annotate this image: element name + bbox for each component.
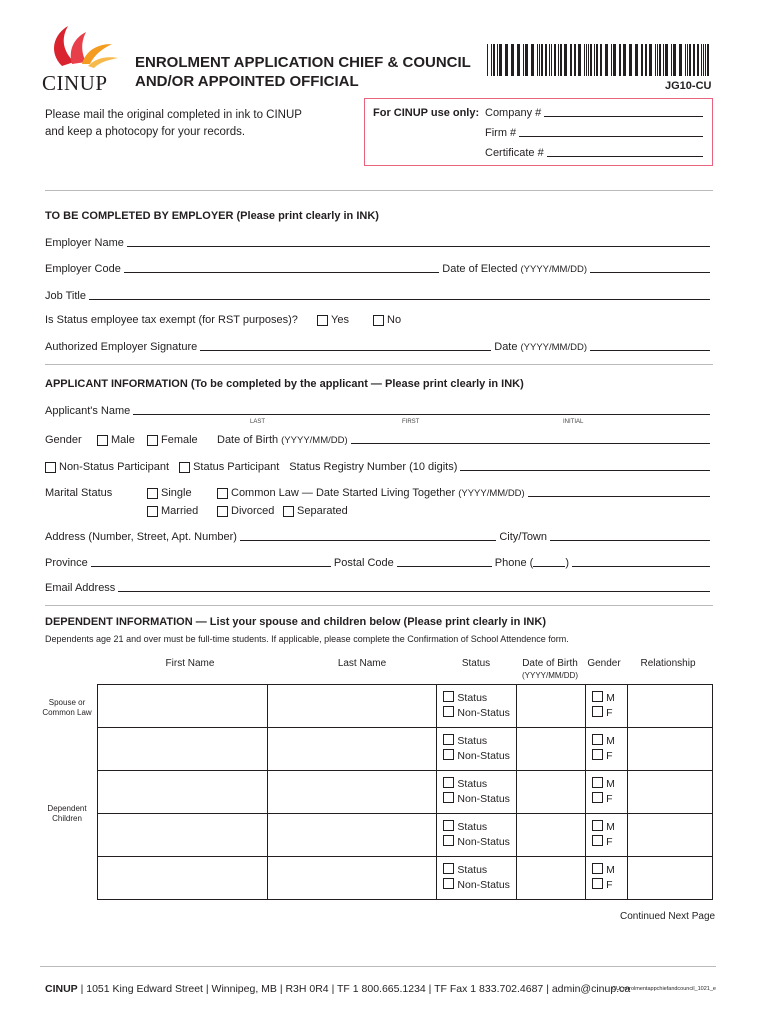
gender-m-option bbox=[592, 691, 621, 706]
gender-f-label: F bbox=[606, 879, 613, 891]
single-checkbox[interactable] bbox=[147, 488, 158, 499]
barcode-bar bbox=[673, 44, 676, 76]
barcode-bar bbox=[635, 44, 638, 76]
dependent-section-heading: DEPENDENT INFORMATION — List your spouse and children below (Please print clearly in INK) bbox=[45, 616, 546, 628]
non-status-checkbox[interactable] bbox=[45, 462, 56, 473]
registry-number-label: Status Registry Number (10 digits) bbox=[289, 461, 458, 473]
children-label-line2: Children bbox=[52, 814, 82, 823]
dependent-first-name-cell[interactable] bbox=[98, 814, 268, 857]
children-label-line1: Dependent bbox=[47, 804, 87, 813]
status-checkbox[interactable] bbox=[443, 691, 454, 702]
gender-m-option bbox=[592, 863, 621, 878]
dependent-last-name-cell[interactable] bbox=[267, 685, 437, 728]
employer-signature-label: Authorized Employer Signature bbox=[45, 341, 198, 353]
gender-f-option bbox=[592, 706, 621, 721]
employer-name-input[interactable] bbox=[127, 246, 710, 247]
dependent-first-name-cell[interactable] bbox=[98, 771, 268, 814]
tax-exempt-no-checkbox[interactable] bbox=[373, 315, 384, 326]
footer-contact bbox=[45, 983, 630, 995]
last-name-caption: LAST bbox=[250, 419, 266, 425]
address-label: Address (Number, Street, Apt. Number) bbox=[45, 531, 237, 543]
barcode-bar bbox=[663, 44, 664, 76]
gender-f-option bbox=[592, 878, 621, 893]
dependent-relationship-cell[interactable] bbox=[628, 857, 713, 900]
status-option bbox=[443, 777, 510, 792]
registry-number-input[interactable] bbox=[460, 470, 710, 471]
form-code: JG10-CU bbox=[665, 80, 712, 92]
barcode-icon bbox=[487, 44, 713, 76]
status-checkbox[interactable] bbox=[443, 863, 454, 874]
applicant-name-label: Applicant's Name bbox=[45, 405, 131, 417]
firm-number-label: Firm # bbox=[485, 127, 517, 139]
gender-f-label: F bbox=[606, 793, 613, 805]
gender-m-label: M bbox=[606, 692, 615, 704]
barcode-bar bbox=[551, 44, 552, 76]
company-number-label: Company # bbox=[485, 107, 542, 119]
postal-code-label: Postal Code bbox=[333, 557, 394, 569]
col-dob: Date of Birth bbox=[522, 658, 578, 669]
signature-date-format: (YYYY/MM/DD) bbox=[520, 342, 587, 353]
col-status: Status bbox=[461, 658, 491, 669]
col-relationship: Relationship bbox=[640, 658, 696, 669]
gender-female-checkbox[interactable] bbox=[147, 435, 158, 446]
cinup-logo bbox=[42, 22, 122, 95]
certificate-number-label: Certificate # bbox=[485, 147, 544, 159]
barcode-bar bbox=[511, 44, 514, 76]
barcode-bar bbox=[613, 44, 616, 76]
dependent-row bbox=[98, 728, 713, 771]
dependent-dob-cell[interactable] bbox=[516, 814, 585, 857]
date-elected-label: Date of Elected bbox=[442, 263, 518, 275]
address-row bbox=[45, 531, 713, 543]
non-status-option bbox=[443, 706, 510, 721]
gender-m-label: M bbox=[606, 735, 615, 747]
logo-flame-icon bbox=[42, 22, 122, 70]
barcode-bar bbox=[541, 44, 543, 76]
form-title-line1: ENROLMENT APPLICATION CHIEF & COUNCIL bbox=[135, 54, 471, 71]
barcode-bar bbox=[560, 44, 562, 76]
barcode-bar bbox=[574, 44, 576, 76]
footer-address: | 1051 King Edward Street | Winnipeg, MB | R3H 0R4 | TF 1 800.665.1234 | TF Fax 1 833.702.4687 | admin@cinup.ca bbox=[80, 983, 631, 995]
dependent-status-cell bbox=[437, 685, 517, 728]
divider bbox=[45, 190, 713, 191]
col-last-name: Last Name bbox=[337, 658, 387, 669]
gender-female-label: Female bbox=[161, 434, 198, 446]
gender-row bbox=[45, 434, 713, 446]
barcode-bar bbox=[659, 44, 661, 76]
footer-divider bbox=[40, 966, 716, 967]
barcode-bar bbox=[539, 44, 540, 76]
office-use-label: For CINUP use only: bbox=[373, 107, 480, 119]
barcode-bar bbox=[523, 44, 524, 76]
dependent-first-name-cell[interactable] bbox=[98, 685, 268, 728]
email-row bbox=[45, 582, 713, 594]
signature-row bbox=[45, 341, 713, 353]
barcode-bar bbox=[558, 44, 559, 76]
participant-row bbox=[45, 461, 713, 473]
dependent-gender-cell bbox=[586, 728, 628, 771]
barcode-bar bbox=[493, 44, 495, 76]
employer-code-input[interactable] bbox=[124, 272, 439, 273]
gender-f-option bbox=[592, 749, 621, 764]
city-label: City/Town bbox=[499, 531, 547, 543]
status-option-label: Status bbox=[457, 821, 488, 833]
barcode-bar bbox=[505, 44, 508, 76]
dependent-first-name-cell[interactable] bbox=[98, 728, 268, 771]
barcode-bar bbox=[491, 44, 492, 76]
dob-label: Date of Birth bbox=[217, 434, 279, 446]
barcode-bar bbox=[497, 44, 498, 76]
status-checkbox[interactable] bbox=[443, 820, 454, 831]
gender-m-label: M bbox=[606, 778, 615, 790]
non-status-option bbox=[443, 749, 510, 764]
dependent-note: Dependents age 21 and over must be full-time students. If applicable, please complete the Confirmation of School Attendence form. bbox=[45, 634, 569, 644]
divider bbox=[45, 605, 713, 606]
col-dob-format: (YYYY/MM/DD) bbox=[522, 671, 578, 680]
dependent-gender-cell bbox=[586, 685, 628, 728]
address-input[interactable] bbox=[240, 540, 496, 541]
barcode-bar bbox=[596, 44, 598, 76]
barcode-bar bbox=[701, 44, 702, 76]
non-status-option bbox=[443, 878, 510, 893]
barcode-bar bbox=[665, 44, 668, 76]
barcode-bar bbox=[687, 44, 688, 76]
gender-m-checkbox[interactable] bbox=[592, 820, 603, 831]
signature-date-input[interactable] bbox=[590, 350, 710, 351]
barcode-bar bbox=[584, 44, 585, 76]
barcode-bar bbox=[570, 44, 572, 76]
single-label: Single bbox=[161, 487, 192, 499]
barcode-bar bbox=[605, 44, 608, 76]
city-input[interactable] bbox=[550, 540, 710, 541]
status-option-label: Status bbox=[457, 735, 488, 747]
gender-m-checkbox[interactable] bbox=[592, 734, 603, 745]
divorced-checkbox[interactable] bbox=[217, 506, 228, 517]
barcode-bar bbox=[705, 44, 706, 76]
logo-text: CINUP bbox=[42, 71, 108, 95]
barcode-bar bbox=[641, 44, 643, 76]
gender-m-checkbox[interactable] bbox=[592, 863, 603, 874]
dependent-gender-cell bbox=[586, 771, 628, 814]
barcode-bar bbox=[554, 44, 556, 76]
dependent-last-name-cell[interactable] bbox=[267, 771, 437, 814]
common-law-date-format: (YYYY/MM/DD) bbox=[458, 488, 525, 499]
job-title-row bbox=[45, 290, 713, 302]
dob-input[interactable] bbox=[351, 443, 710, 444]
dependents-table bbox=[97, 684, 713, 900]
employer-code-label: Employer Code bbox=[45, 263, 121, 275]
dependent-last-name-cell[interactable] bbox=[267, 857, 437, 900]
job-title-label: Job Title bbox=[45, 290, 86, 302]
gender-male-checkbox[interactable] bbox=[97, 435, 108, 446]
non-status-option bbox=[443, 792, 510, 807]
tax-exempt-yes-label: Yes bbox=[331, 314, 349, 326]
barcode-bar bbox=[657, 44, 658, 76]
marital-status-label: Marital Status bbox=[45, 487, 113, 499]
gender-f-option bbox=[592, 792, 621, 807]
non-status-checkbox[interactable] bbox=[443, 792, 454, 803]
non-status-checkbox[interactable] bbox=[443, 749, 454, 760]
province-label: Province bbox=[45, 557, 88, 569]
dependent-status-cell bbox=[437, 814, 517, 857]
form-title-line2: AND/OR APPOINTED OFFICIAL bbox=[135, 73, 359, 90]
employer-section-heading: TO BE COMPLETED BY EMPLOYER (Please print clearly in INK) bbox=[45, 210, 379, 222]
phone-close-paren: ) bbox=[565, 557, 569, 569]
company-number-field[interactable] bbox=[485, 107, 706, 119]
barcode-bar bbox=[689, 44, 691, 76]
barcode-bar bbox=[703, 44, 704, 76]
common-law-label: Common Law — Date Started Living Together bbox=[231, 487, 456, 499]
gender-m-label: M bbox=[606, 864, 615, 876]
barcode-bar bbox=[655, 44, 656, 76]
phone-label: Phone ( bbox=[494, 557, 534, 569]
non-status-checkbox[interactable] bbox=[443, 706, 454, 717]
barcode-bar bbox=[707, 44, 709, 76]
applicant-name-row bbox=[45, 405, 713, 417]
dependent-relationship-cell[interactable] bbox=[628, 814, 713, 857]
date-elected-format: (YYYY/MM/DD) bbox=[520, 264, 587, 275]
marital-row-2 bbox=[45, 505, 348, 517]
gender-f-checkbox[interactable] bbox=[592, 835, 603, 846]
barcode-bar bbox=[487, 44, 488, 76]
barcode-bar bbox=[649, 44, 652, 76]
non-status-option-label: Non-Status bbox=[457, 750, 510, 762]
status-participant-checkbox[interactable] bbox=[179, 462, 190, 473]
barcode-bar bbox=[697, 44, 699, 76]
gender-m-checkbox[interactable] bbox=[592, 691, 603, 702]
barcode-bar bbox=[586, 44, 587, 76]
divorced-label: Divorced bbox=[231, 505, 275, 517]
dependent-last-name-cell[interactable] bbox=[267, 728, 437, 771]
employer-name-row bbox=[45, 237, 713, 249]
province-row bbox=[45, 557, 713, 569]
initial-caption: INITIAL bbox=[563, 419, 584, 425]
barcode-bar bbox=[594, 44, 595, 76]
gender-f-checkbox[interactable] bbox=[592, 792, 603, 803]
barcode-bar bbox=[600, 44, 602, 76]
divider bbox=[45, 364, 713, 365]
mail-instruction-line2: and keep a photocopy for your records. bbox=[45, 126, 246, 138]
barcode-bar bbox=[537, 44, 538, 76]
employer-name-label: Employer Name bbox=[45, 237, 124, 249]
tax-exempt-no-label: No bbox=[387, 314, 402, 326]
tax-exempt-question: Is Status employee tax exempt (for RST purposes)? bbox=[45, 314, 298, 326]
firm-number-field[interactable] bbox=[485, 127, 706, 139]
job-title-input[interactable] bbox=[89, 299, 710, 300]
certificate-number-line[interactable] bbox=[547, 156, 703, 157]
barcode-bar bbox=[588, 44, 589, 76]
barcode-bar bbox=[671, 44, 672, 76]
barcode-bar bbox=[623, 44, 626, 76]
children-label bbox=[40, 804, 94, 824]
barcode-bar bbox=[685, 44, 686, 76]
barcode-bar bbox=[549, 44, 550, 76]
separated-label: Separated bbox=[297, 505, 348, 517]
barcode-bar bbox=[693, 44, 695, 76]
certificate-number-field[interactable] bbox=[485, 147, 706, 159]
firm-number-line[interactable] bbox=[519, 136, 703, 137]
barcode-bar bbox=[578, 44, 581, 76]
email-input[interactable] bbox=[118, 591, 710, 592]
gender-label: Gender bbox=[45, 434, 82, 446]
dependent-status-cell bbox=[437, 728, 517, 771]
status-option bbox=[443, 863, 510, 878]
status-checkbox[interactable] bbox=[443, 734, 454, 745]
barcode-bar bbox=[499, 44, 502, 76]
gender-m-option bbox=[592, 777, 621, 792]
status-option-label: Status bbox=[457, 692, 488, 704]
province-input[interactable] bbox=[91, 566, 331, 567]
tax-exempt-yes-checkbox[interactable] bbox=[317, 315, 328, 326]
dependent-status-cell bbox=[437, 771, 517, 814]
signature-date-label: Date bbox=[494, 341, 518, 353]
col-first-name: First Name bbox=[165, 658, 215, 669]
employer-code-row bbox=[45, 263, 713, 275]
non-status-option-label: Non-Status bbox=[457, 879, 510, 891]
gender-f-label: F bbox=[606, 750, 613, 762]
employer-signature-input[interactable] bbox=[200, 350, 491, 351]
gender-f-checkbox[interactable] bbox=[592, 706, 603, 717]
non-status-option bbox=[443, 835, 510, 850]
dependent-relationship-cell[interactable] bbox=[628, 685, 713, 728]
non-status-checkbox[interactable] bbox=[443, 878, 454, 889]
non-status-checkbox[interactable] bbox=[443, 835, 454, 846]
barcode-bar bbox=[679, 44, 682, 76]
first-name-caption: FIRST bbox=[402, 419, 420, 425]
status-option-label: Status bbox=[457, 778, 488, 790]
status-checkbox[interactable] bbox=[443, 777, 454, 788]
barcode-bar bbox=[517, 44, 520, 76]
applicant-name-input[interactable] bbox=[133, 414, 710, 415]
gender-m-label: M bbox=[606, 821, 615, 833]
mail-instruction-line1: Please mail the original completed in ink to CINUP bbox=[45, 109, 302, 121]
dependent-gender-cell bbox=[586, 814, 628, 857]
non-status-option-label: Non-Status bbox=[457, 836, 510, 848]
marital-row-1 bbox=[45, 487, 713, 499]
tax-exempt-row bbox=[45, 314, 401, 326]
gender-m-option bbox=[592, 820, 621, 835]
postal-code-input[interactable] bbox=[397, 566, 492, 567]
status-participant-label: Status Participant bbox=[193, 461, 280, 473]
dependent-row bbox=[98, 857, 713, 900]
dependent-gender-cell bbox=[586, 857, 628, 900]
married-checkbox[interactable] bbox=[147, 506, 158, 517]
barcode-bar bbox=[525, 44, 528, 76]
status-option bbox=[443, 691, 510, 706]
barcode-bar bbox=[531, 44, 534, 76]
footer-brand: CINUP bbox=[45, 983, 78, 995]
dependent-relationship-cell[interactable] bbox=[628, 771, 713, 814]
continued-next-page: Continued Next Page bbox=[620, 911, 716, 922]
gender-f-checkbox[interactable] bbox=[592, 878, 603, 889]
gender-m-checkbox[interactable] bbox=[592, 777, 603, 788]
gender-f-checkbox[interactable] bbox=[592, 749, 603, 760]
spouse-label-line2: Common Law bbox=[42, 708, 92, 717]
spouse-label bbox=[40, 698, 94, 718]
dependent-dob-cell[interactable] bbox=[516, 857, 585, 900]
dependent-row bbox=[98, 685, 713, 728]
applicant-section-heading: APPLICANT INFORMATION (To be completed by the applicant — Please print clearly in INK) bbox=[45, 378, 524, 390]
col-gender: Gender bbox=[587, 658, 621, 669]
common-law-date-input[interactable] bbox=[528, 496, 710, 497]
phone-input[interactable] bbox=[572, 566, 710, 567]
gender-f-label: F bbox=[606, 836, 613, 848]
status-option-label: Status bbox=[457, 864, 488, 876]
gender-f-option bbox=[592, 835, 621, 850]
dependent-status-cell bbox=[437, 857, 517, 900]
phone-area-input[interactable] bbox=[533, 566, 565, 567]
barcode bbox=[487, 44, 713, 76]
barcode-bar bbox=[545, 44, 547, 76]
married-label: Married bbox=[161, 505, 199, 517]
spouse-label-line1: Spouse or bbox=[48, 698, 86, 707]
status-option bbox=[443, 734, 510, 749]
dependent-row bbox=[98, 814, 713, 857]
date-elected-input[interactable] bbox=[590, 272, 710, 273]
gender-male-label: Male bbox=[111, 434, 135, 446]
dependent-dob-cell[interactable] bbox=[516, 728, 585, 771]
barcode-bar bbox=[611, 44, 612, 76]
dob-format: (YYYY/MM/DD) bbox=[281, 435, 348, 446]
dependent-last-name-cell[interactable] bbox=[267, 814, 437, 857]
gender-f-label: F bbox=[606, 707, 613, 719]
dependent-dob-cell[interactable] bbox=[516, 685, 585, 728]
common-law-checkbox[interactable] bbox=[217, 488, 228, 499]
email-label: Email Address bbox=[45, 582, 116, 594]
barcode-bar bbox=[645, 44, 647, 76]
dependent-dob-cell[interactable] bbox=[516, 771, 585, 814]
non-status-label: Non-Status Participant bbox=[59, 461, 170, 473]
gender-m-option bbox=[592, 734, 621, 749]
barcode-bar bbox=[564, 44, 567, 76]
barcode-bar bbox=[590, 44, 592, 76]
dependent-first-name-cell[interactable] bbox=[98, 857, 268, 900]
non-status-option-label: Non-Status bbox=[457, 793, 510, 805]
company-number-line[interactable] bbox=[544, 116, 703, 117]
separated-checkbox[interactable] bbox=[283, 506, 294, 517]
barcode-bar bbox=[629, 44, 632, 76]
dependent-row bbox=[98, 771, 713, 814]
status-option bbox=[443, 820, 510, 835]
non-status-option-label: Non-Status bbox=[457, 707, 510, 719]
barcode-bar bbox=[619, 44, 621, 76]
dependent-relationship-cell[interactable] bbox=[628, 728, 713, 771]
footer-file-code: CU_enrolmentappchiefandcouncil_1021_e bbox=[612, 986, 716, 992]
